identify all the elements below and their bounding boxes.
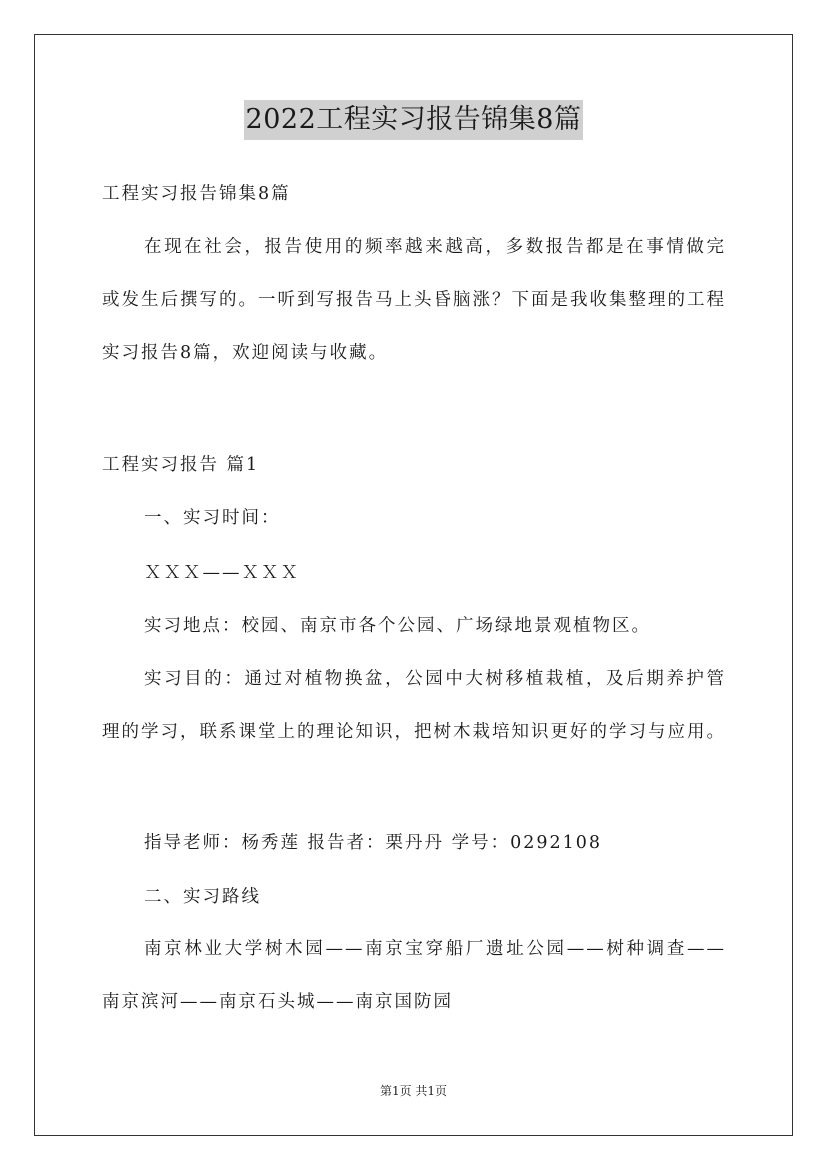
title-container	[0, 100, 827, 140]
internship-purpose: 实习目的：通过对植物换盆，公园中大树移植栽植，及后期养护管理的学习，联系课堂上的理论知识，把树木栽培知识更好的学习与应用。	[102, 669, 726, 742]
document-title: 2022工程实习报告锦集8篇	[244, 100, 584, 140]
document-subtitle: 工程实习报告锦集8篇	[102, 184, 291, 204]
internship-place: 实习地点：校园、南京市各个公园、广场绿地景观植物区。	[144, 616, 651, 636]
page-footer: 第1页 共1页	[379, 1084, 448, 1098]
section-heading: 工程实习报告 篇1	[102, 455, 260, 475]
route-paragraph: 南京林业大学树木园——南京宝穿船厂遗址公园——树种调查——南京滨河——南京石头城——南京国防园	[102, 939, 726, 1012]
internship-people: 指导老师：杨秀莲 报告者：栗丹丹 学号：0292108	[144, 833, 603, 853]
internship-time-value: ＸＸＸ——ＸＸＸ	[144, 563, 300, 583]
intro-paragraph: 在现在社会，报告使用的频率越来越高，多数报告都是在事情做完或发生后撰写的。一听到写报告马上头昏脑涨？下面是我收集整理的工程实习报告8篇，欢迎阅读与收藏。	[102, 237, 726, 363]
internship-time-label: 一、实习时间：	[144, 508, 281, 528]
route-heading: 二、实习路线	[144, 887, 261, 907]
